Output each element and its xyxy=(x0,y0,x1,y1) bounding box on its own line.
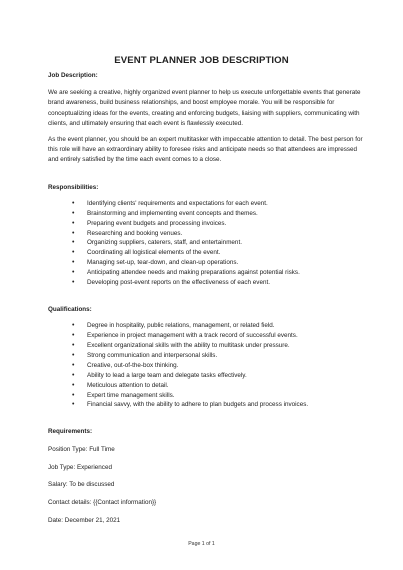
list-item: • Strong communication and interpersonal skills. xyxy=(72,351,363,361)
date-line: Date: December 21, 2021 xyxy=(48,516,121,524)
list-item: • Degree in hospitality, public relations, management, or related field. xyxy=(72,321,363,331)
list-item: • Researching and booking venues. xyxy=(72,229,363,239)
list-item: • Excellent organizational skills with the ability to multitask under pressure. xyxy=(72,341,363,351)
list-item: • Meticulous attention to detail. xyxy=(72,381,363,391)
salary-line: Salary: To be discussed xyxy=(48,481,115,489)
contact-details-line: Contact details: {{Contact information}} xyxy=(48,498,157,506)
list-item: • Financial savvy, with the ability to adhere to plan budgets and process invoices. xyxy=(72,400,363,410)
document-body xyxy=(48,71,363,526)
list-item: • Preparing event budgets and processing invoices. xyxy=(72,219,363,229)
requirements-heading: Requirements: xyxy=(48,428,93,436)
list-item: • Developing post-event reports on the effectiveness of each event. xyxy=(72,278,363,288)
page-number-footer: Page 1 of 1 xyxy=(188,541,215,547)
job-type-line: Job Type: Experienced xyxy=(48,463,112,471)
responsibilities-heading: Responsibilities: xyxy=(48,183,99,191)
qualifications-list xyxy=(48,321,363,410)
list-item: • Anticipating attendee needs and making preparations against potential risks. xyxy=(72,268,363,278)
responsibilities-list xyxy=(48,199,363,288)
list-item: • Creative, out-of-the-box thinking. xyxy=(72,361,363,371)
list-item: • Identifying clients' requirements and expectations for each event. xyxy=(72,199,363,209)
list-item: • Organizing suppliers, caterers, staff, and entertainment. xyxy=(72,238,363,248)
qualifications-heading: Qualifications: xyxy=(48,305,92,313)
list-item: • Expert time management skills. xyxy=(72,391,363,401)
document-title: EVENT PLANNER JOB DESCRIPTION xyxy=(114,55,289,66)
list-item: • Ability to lead a large team and delegate tasks effectively. xyxy=(72,371,363,381)
list-item: • Experience in project management with a track record of successful events. xyxy=(72,331,363,341)
list-item: • Coordinating all logistical elements of the event. xyxy=(72,248,363,258)
list-item: • Managing set-up, tear-down, and clean-up operations. xyxy=(72,258,363,268)
list-item: • Brainstorming and implementing event concepts and themes. xyxy=(72,209,363,219)
job-description-paragraph: As the event planner, you should be an expert multitasker with impeccable attention to detail. The best person for this role will have an extraordinary ability to foresee risks and anticipate needs so that attendees are impressed and entirely satisfied by the time each event comes to a close. xyxy=(48,136,363,164)
job-description-paragraph: We are seeking a creative, highly organized event planner to help us execute unforgettable events that generate brand awareness, build business relationships, and boost employee morale. You will be responsible for conceptualizing ideas for the events, creating and enforcing budgets, liaising with suppliers, communicating with clients, and ultimately ensuring that each event is flawlessly executed. xyxy=(48,89,361,127)
position-type-line: Position Type: Full Time xyxy=(48,446,115,454)
job-description-heading: Job Description: xyxy=(48,72,98,79)
